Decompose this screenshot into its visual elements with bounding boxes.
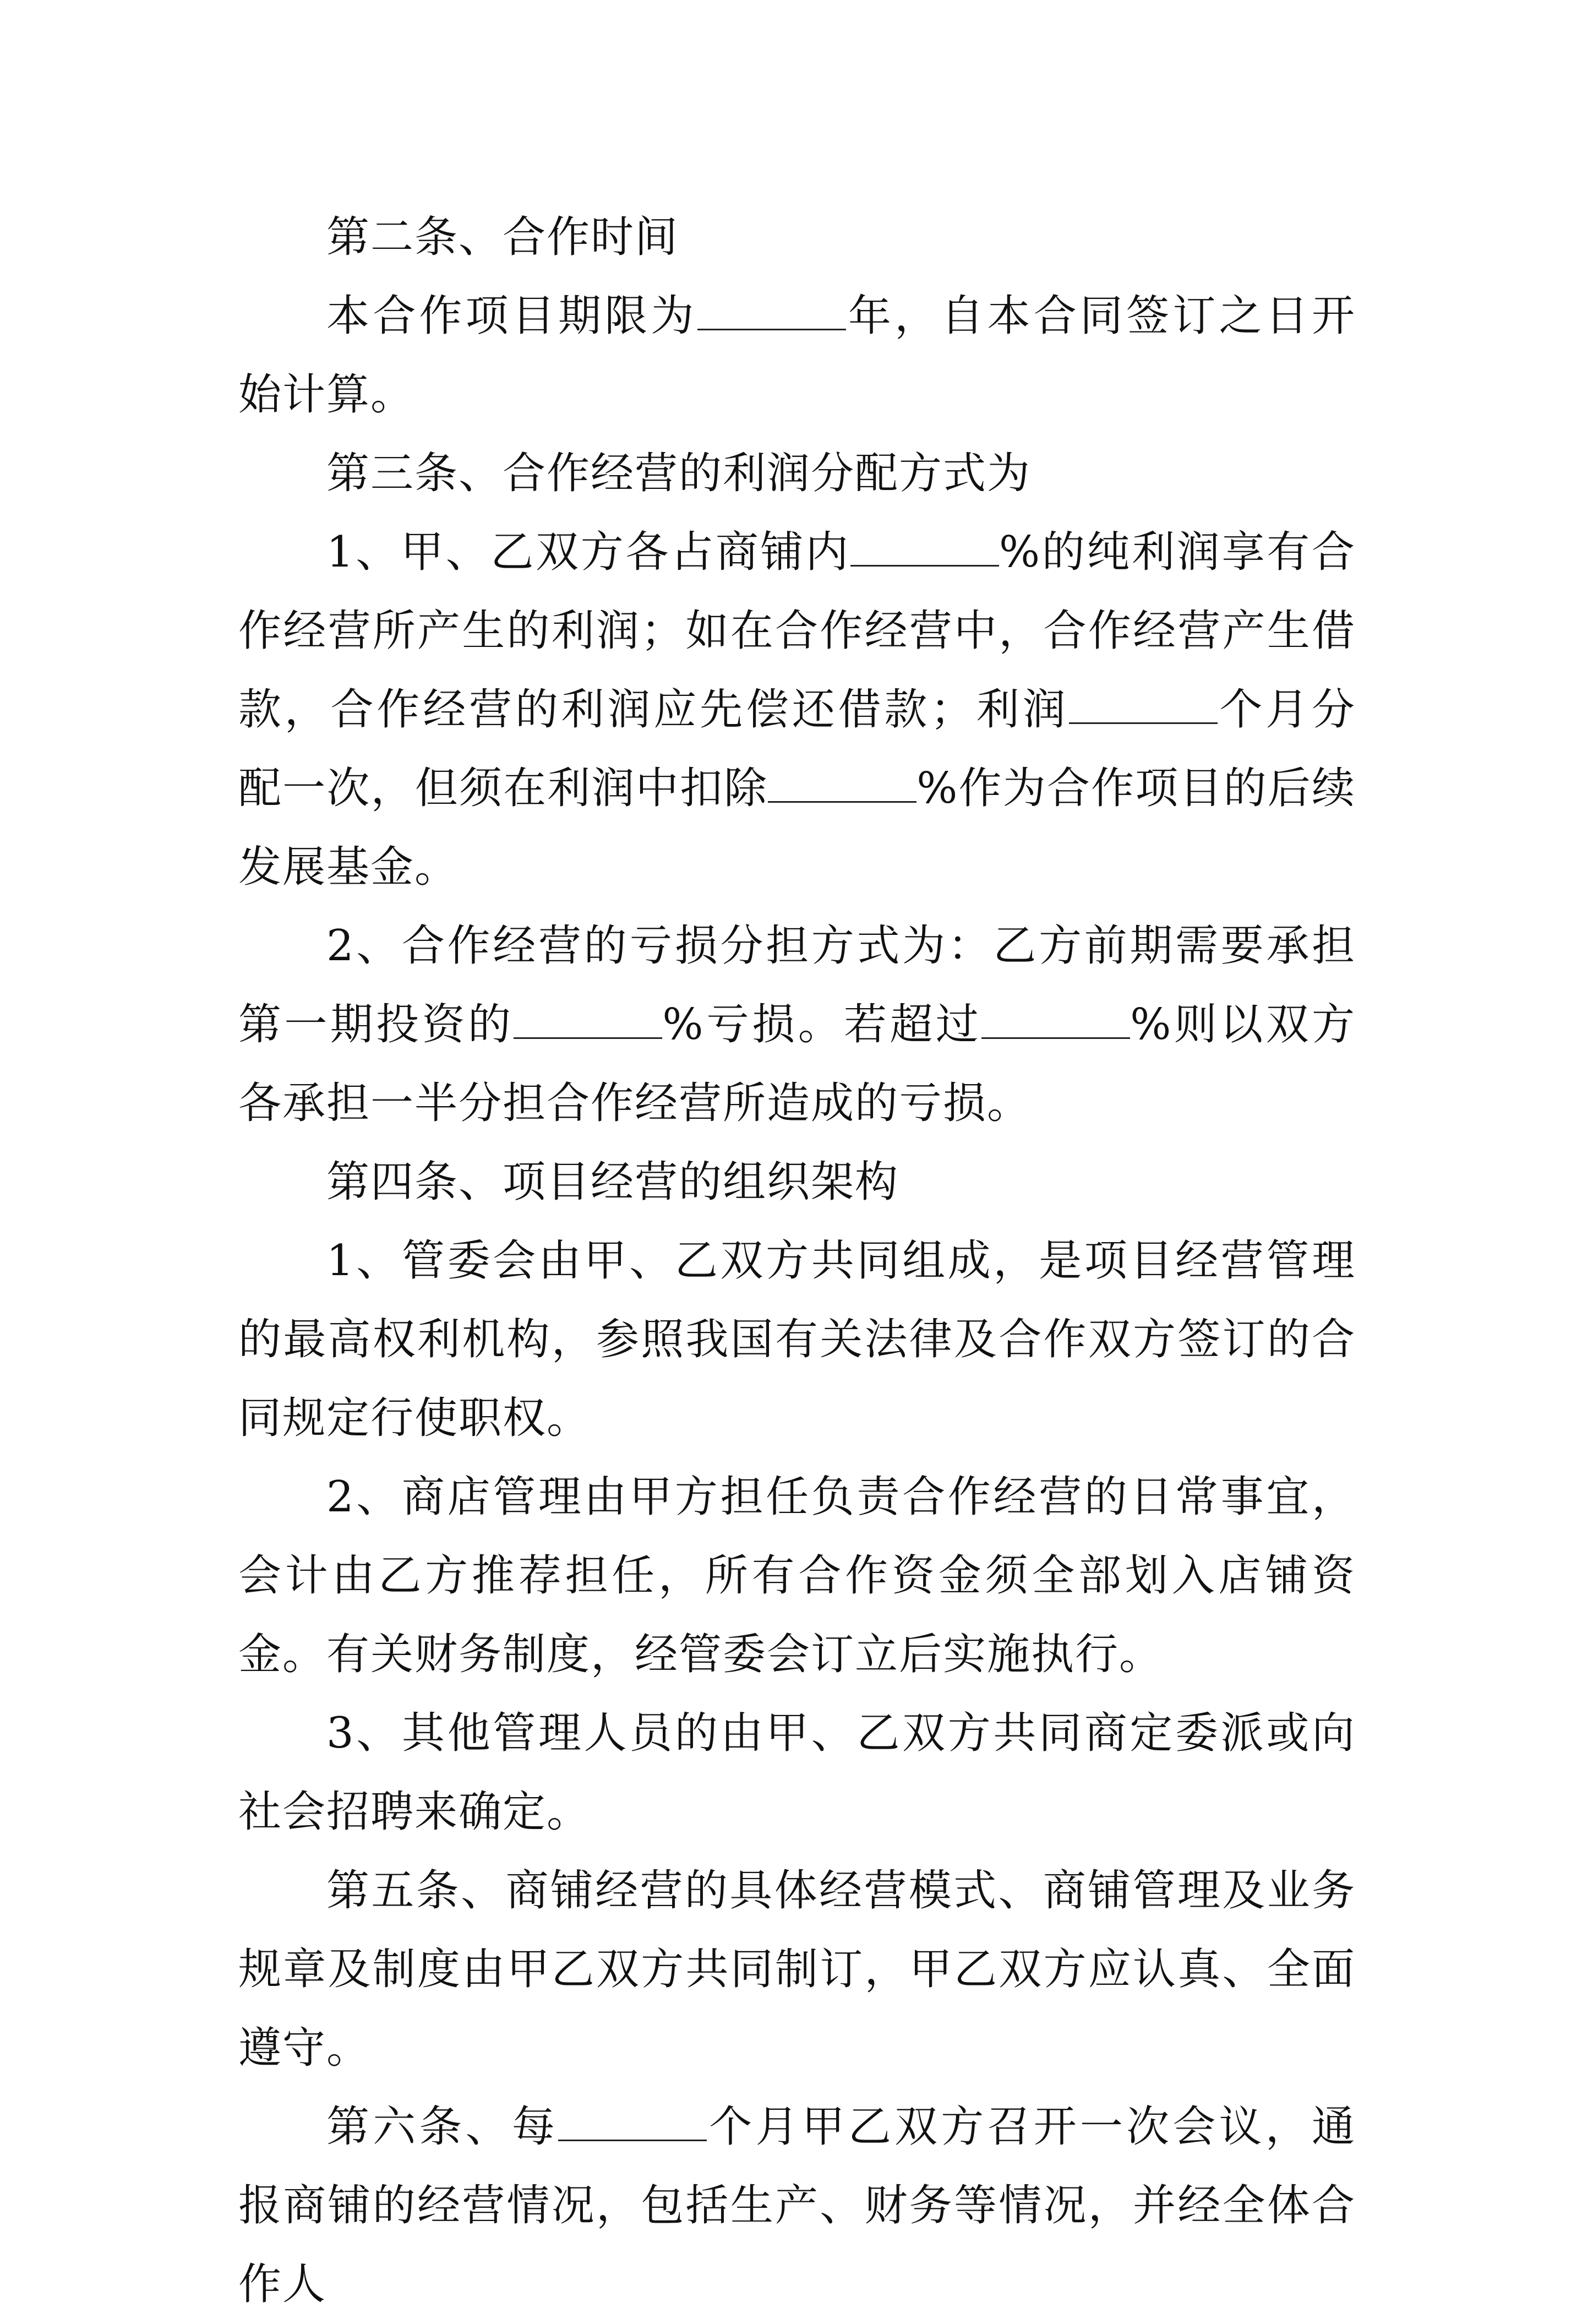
clause-text: %亏损。若超过 [662, 1000, 982, 1049]
article-4-clause-3 [238, 1694, 1356, 1852]
article-3-clause-2 [238, 907, 1356, 1143]
article-6-text-a: 第六条、每 [326, 2102, 559, 2152]
article-2-body-text-b: 年，自本合同签订之日开始计算。 [238, 291, 1356, 420]
clause-text: 3、其他管理人员的由甲、乙双方共同商定委派或向社会招聘来确定。 [238, 1708, 1356, 1837]
article-5 [238, 1852, 1356, 2088]
fill-in-blank [981, 1004, 1130, 1039]
fill-in-blank [514, 1004, 662, 1039]
clause-text: %作为合作项目的后续发展基金。 [238, 764, 1356, 892]
article-2-title [238, 198, 1356, 277]
fill-in-blank [697, 296, 846, 330]
clause-text: 2、合作经营的亏损分担方式为：乙方前期需要承担第一期投资的 [238, 921, 1356, 1049]
clause-text: 1、甲、乙双方各占商铺内 [326, 527, 850, 577]
fill-in-blank [850, 532, 999, 567]
article-3-title [238, 434, 1356, 513]
article-2-title-text: 第二条、合作时间 [326, 213, 679, 262]
clause-text: %则以双方各承担一半分担合作经营所造成的亏损。 [238, 1000, 1356, 1128]
article-5-text: 第五条、商铺经营的具体经营模式、商铺管理及业务规章及制度由甲乙双方共同制订，甲乙双方应认真、全面遵守。 [238, 1866, 1356, 2073]
fill-in-blank [558, 2107, 707, 2141]
fill-in-blank [768, 768, 916, 803]
article-2-body-text-a: 本合作项目期限为 [326, 291, 697, 341]
article-6-text-b: 个月甲乙双方召开一次会议，通报商铺的经营情况，包括生产、财务等情况，并经全体合作人 [238, 2102, 1356, 2309]
article-4-title-text: 第四条、项目经营的组织架构 [326, 1157, 899, 1207]
article-4-clause-1 [238, 1222, 1356, 1458]
fill-in-blank [1069, 689, 1218, 724]
clause-text: 2、商店管理由甲方担任负责合作经营的日常事宜，会计由乙方推荐担任，所有合作资金须全部划入店铺资金。有关财务制度，经管委会订立后实施执行。 [238, 1472, 1356, 1679]
article-4-title [238, 1143, 1356, 1222]
article-2-body [238, 277, 1356, 434]
article-6 [238, 2088, 1356, 2324]
clause-text: %的纯利润享有合作经营所产生的利润；如在合作经营中，合作经营产生借款，合作经营的利润应先偿还借款；利润 [238, 527, 1356, 734]
clause-text: 个月分配一次，但须在利润中扣除 [238, 685, 1356, 813]
clause-text: 1、管委会由甲、乙双方共同组成，是项目经营管理的最高权利机构，参照我国有关法律及合作双方签订的合同规定行使职权。 [238, 1236, 1356, 1443]
article-3-title-text: 第三条、合作经营的利润分配方式为 [326, 449, 1032, 498]
article-3-clause-1 [238, 513, 1356, 907]
article-4-clause-2 [238, 1458, 1356, 1694]
contract-text [238, 198, 1356, 2324]
